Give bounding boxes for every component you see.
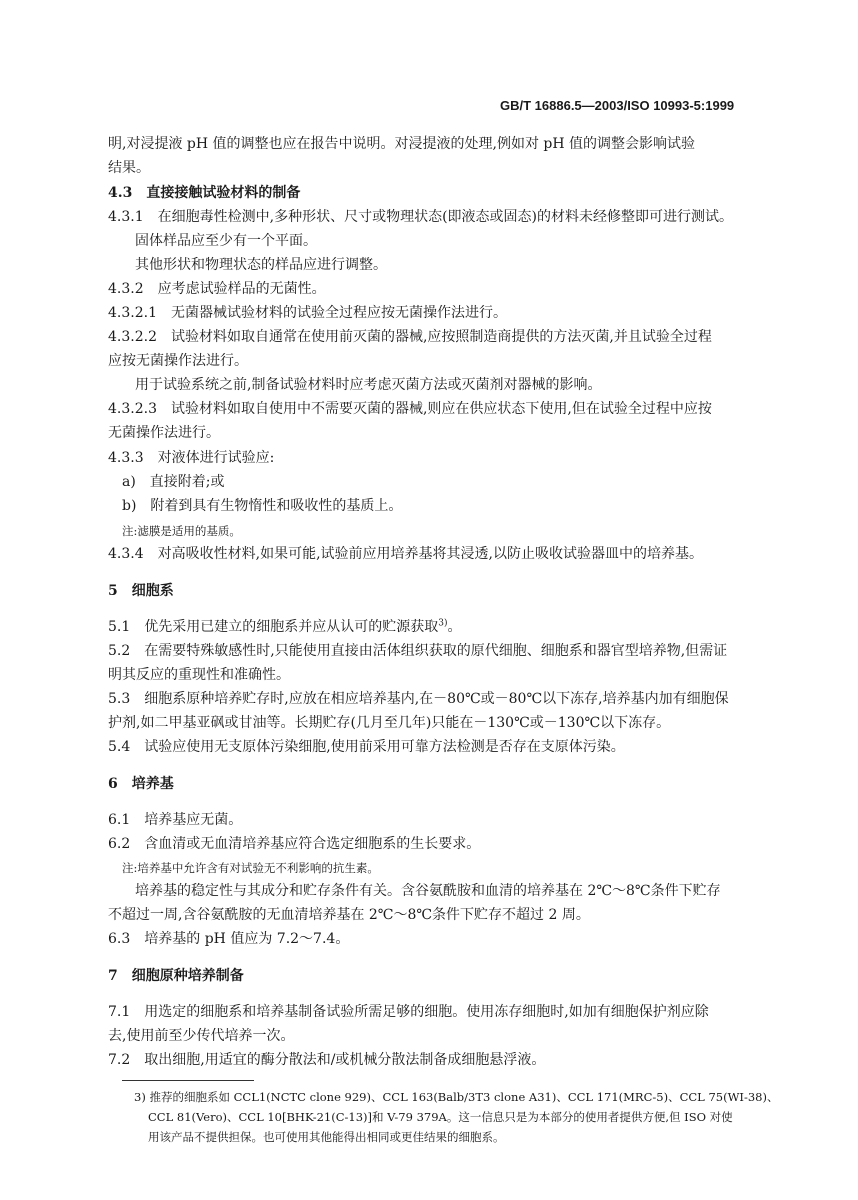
footnote-line: CCL 81(Vero)、CCL 10[BHK-21(C-13)]和 V-79 379A。这一信息只是为本部分的使用者提供方便,但 ISO 对使 — [148, 1110, 733, 1124]
clause-4-3-1: 4.3.1 在细胞毒性检测中,多种形状、尺寸或物理状态(即液态或固态)的材料未经修整即可进行测试。 — [108, 209, 733, 225]
clause-5-2: 5.2 在需要特殊敏感性时,只能使用直接由活体组织获取的原代细胞、细胞系和器官型培养物,但需证 — [108, 643, 728, 659]
standard-number-header: GB/T 16886.5—2003/ISO 10993-5:1999 — [500, 98, 735, 113]
paragraph-line: 无菌操作法进行。 — [108, 425, 220, 441]
clause-7-2: 7.2 取出细胞,用适宜的酶分散法和/或机械分散法制备成细胞悬浮液。 — [108, 1052, 546, 1068]
paragraph-line: 去,使用前至少传代培养一次。 — [108, 1028, 295, 1044]
clause-5-4: 5.4 试验应使用无支原体污染细胞,使用前采用可靠方法检测是否存在支原体污染。 — [108, 739, 625, 755]
footnote-ref: 3) — [438, 618, 448, 629]
clause-6-3: 6.3 培养基的 pH 值应为 7.2～7.4。 — [108, 931, 350, 947]
clause-4-3-3: 4.3.3 对液体进行试验应: — [108, 450, 275, 466]
clause-7-1: 7.1 用选定的细胞系和培养基制备试验所需足够的细胞。使用冻存细胞时,如加有细胞保护剂应除 — [108, 1004, 709, 1020]
paragraph-line: 用于试验系统之前,制备试验材料时应考虑灭菌方法或灭菌剂对器械的影响。 — [135, 377, 602, 393]
clause-4-3-2-1: 4.3.2.1 无菌器械试验材料的试验全过程应按无菌操作法进行。 — [108, 305, 507, 321]
footnote-line: 3) 推荐的细胞系如 CCL1(NCTC clone 929)、CCL 163(Balb/3T3 clone A31)、CCL 171(MRC-5)、CCL 75(WI-38)、 — [134, 1090, 779, 1104]
section-heading-7: 7 细胞原种培养制备 — [108, 968, 244, 984]
list-item-b: b) 附着到具有生物惰性和吸收性的基质上。 — [122, 498, 403, 514]
note: 注:滤膜是适用的基质。 — [122, 524, 241, 538]
section-heading-5: 5 细胞系 — [108, 583, 174, 599]
footnote-line: 用该产品不提供担保。也可使用其他能得出相同或更佳结果的细胞系。 — [148, 1130, 505, 1144]
paragraph-line: 护剂,如二甲基亚砜或甘油等。长期贮存(几月至几年)只能在－130℃或－130℃以下冻存。 — [108, 715, 671, 731]
clause-4-3-4: 4.3.4 对高吸收性材料,如果可能,试验前应用培养基将其浸透,以防止吸收试验器皿中的培养基。 — [108, 546, 703, 562]
clause-4-3-2-2: 4.3.2.2 试验材料如取自通常在使用前灭菌的器械,应按照制造商提供的方法灭菌,并且试验全过程 — [108, 329, 712, 345]
paragraph-line: 不超过一周,含谷氨酰胺的无血清培养基在 2℃～8℃条件下贮存不超过 2 周。 — [108, 907, 590, 923]
paragraph-line: 培养基的稳定性与其成分和贮存条件有关。含谷氨酰胺和血清的培养基在 2℃～8℃条件下贮存 — [135, 883, 721, 899]
list-item-a: a) 直接附着;或 — [122, 474, 225, 490]
paragraph-line: 其他形状和物理状态的样品应进行调整。 — [135, 257, 387, 273]
section-heading-6: 6 培养基 — [108, 776, 174, 792]
clause-6-2: 6.2 含血清或无血清培养基应符合选定细胞系的生长要求。 — [108, 836, 481, 852]
clause-5-1: 5.1 优先采用已建立的细胞系并应从认可的贮源获取$^{3)}$。 — [108, 618, 462, 635]
footnote-separator — [122, 1080, 254, 1081]
clause-5-3: 5.3 细胞系原种培养贮存时,应放在相应培养基内,在－80℃或－80℃以下冻存,培养基内加有细胞保 — [108, 691, 729, 707]
paragraph-line: 明其反应的重现性和准确性。 — [108, 667, 290, 683]
section-heading-4-3: 4.3 直接接触试验材料的制备 — [108, 185, 301, 201]
paragraph-line: 固体样品应至少有一个平面。 — [135, 233, 317, 249]
paragraph-line: 应按无菌操作法进行。 — [108, 353, 248, 369]
paragraph-line: 明,对浸提液 pH 值的调整也应在报告中说明。对浸提液的处理,例如对 pH 值的调整会影响试验 — [108, 136, 696, 152]
clause-4-3-2: 4.3.2 应考虑试验样品的无菌性。 — [108, 281, 326, 297]
paragraph-line: 结果。 — [108, 160, 150, 176]
clause-4-3-2-3: 4.3.2.3 试验材料如取自使用中不需要灭菌的器械,则应在供应状态下使用,但在试验全过程中应按 — [108, 401, 712, 417]
clause-6-1: 6.1 培养基应无菌。 — [108, 812, 243, 828]
note: 注:培养基中允许含有对试验无不利影响的抗生素。 — [122, 861, 379, 875]
